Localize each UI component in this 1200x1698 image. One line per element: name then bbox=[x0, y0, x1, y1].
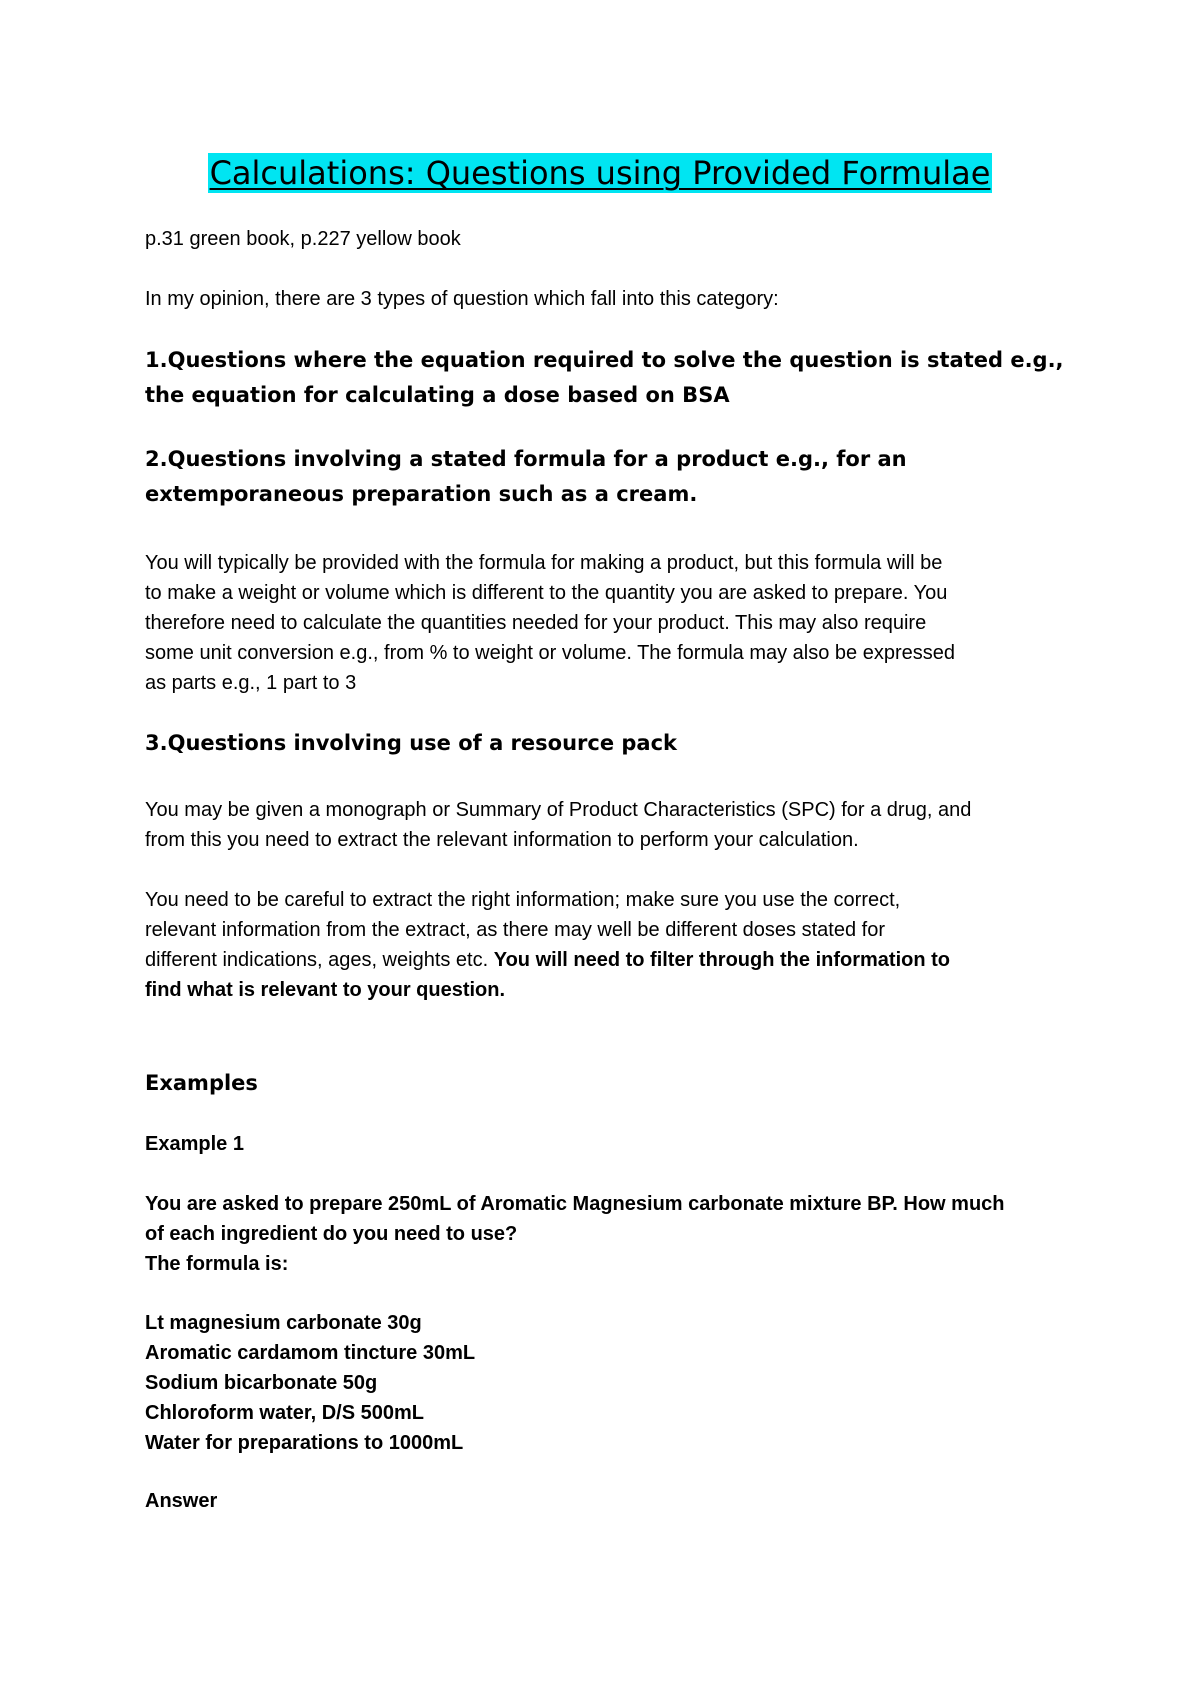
example-1-question-line: of each ingredient do you need to use? bbox=[145, 1223, 518, 1245]
examples-section bbox=[145, 1068, 1065, 1098]
q3-body2-line-4: find what is relevant to your question. bbox=[145, 979, 506, 1001]
reference-text-block bbox=[145, 224, 1065, 254]
example-1-question-line: The formula is: bbox=[145, 1253, 289, 1275]
examples-heading: Examples bbox=[145, 1071, 258, 1095]
answer-label: Answer bbox=[145, 1490, 218, 1512]
question-type-2-body bbox=[145, 548, 1065, 698]
q3-heading: 3.Questions involving use of a resource pack bbox=[145, 731, 678, 755]
q1-heading-line-1: 1.Questions where the equation required to solve the question is stated e.g., bbox=[145, 348, 1064, 372]
q2-body-line: some unit conversion e.g., from % to weight or volume. The formula may also be expressed bbox=[145, 642, 956, 664]
intro-block bbox=[145, 284, 1065, 314]
question-type-2-heading bbox=[145, 442, 1065, 512]
q2-heading-line-1: 2.Questions involving a stated formula for a product e.g., for an bbox=[145, 447, 907, 471]
page-title: Calculations: Questions using Provided Formulae bbox=[209, 154, 991, 192]
q3-body2-line-2: relevant information from the extract, as there may well be different doses stated for bbox=[145, 919, 885, 941]
q2-body-line: therefore need to calculate the quantities needed for your product. This may also require bbox=[145, 612, 927, 634]
q1-heading-line-2: the equation for calculating a dose based on BSA bbox=[145, 383, 730, 407]
q3-body2-line-3-bold: You will need to filter through the information to bbox=[493, 949, 950, 971]
formula-item: Lt magnesium carbonate 30g bbox=[145, 1312, 422, 1334]
q2-body-line: You will typically be provided with the formula for making a product, but this formula will be bbox=[145, 552, 943, 574]
q3-body1-line: You may be given a monograph or Summary of Product Characteristics (SPC) for a drug, and bbox=[145, 799, 972, 821]
answer-block bbox=[145, 1486, 1065, 1516]
intro-text: In my opinion, there are 3 types of question which fall into this category: bbox=[145, 288, 779, 310]
example-1-label-block bbox=[145, 1129, 1065, 1159]
q2-body-line: to make a weight or volume which is different to the quantity you are asked to prepare. You bbox=[145, 582, 948, 604]
q3-body2-line-3 bbox=[145, 945, 1065, 975]
example-1-label: Example 1 bbox=[145, 1133, 244, 1155]
q3-body2-line-1: You need to be careful to extract the right information; make sure you use the correct, bbox=[145, 889, 901, 911]
formula-item: Sodium bicarbonate 50g bbox=[145, 1372, 378, 1394]
example-1-question-line: You are asked to prepare 250mL of Aromatic Magnesium carbonate mixture BP. How much bbox=[145, 1193, 1005, 1215]
q3-body1-line: from this you need to extract the relevant information to perform your calculation. bbox=[145, 829, 859, 851]
reference-text: p.31 green book, p.227 yellow book bbox=[145, 228, 461, 250]
q2-body-line: as parts e.g., 1 part to 3 bbox=[145, 672, 357, 694]
question-type-1-heading bbox=[145, 343, 1065, 413]
formula-item: Chloroform water, D/S 500mL bbox=[145, 1402, 424, 1424]
title-container bbox=[0, 153, 1200, 193]
question-type-3-body-2 bbox=[145, 885, 1065, 1005]
question-type-3-heading bbox=[145, 726, 1065, 761]
formula-item: Aromatic cardamom tincture 30mL bbox=[145, 1342, 476, 1364]
q3-body2-line-3-plain: different indications, ages, weights etc. bbox=[145, 949, 494, 971]
formula-list bbox=[145, 1308, 1065, 1458]
example-1-question bbox=[145, 1189, 1065, 1279]
q2-heading-line-2: extemporaneous preparation such as a cream. bbox=[145, 482, 698, 506]
formula-item: Water for preparations to 1000mL bbox=[145, 1432, 464, 1454]
question-type-3-body-1 bbox=[145, 795, 1065, 855]
